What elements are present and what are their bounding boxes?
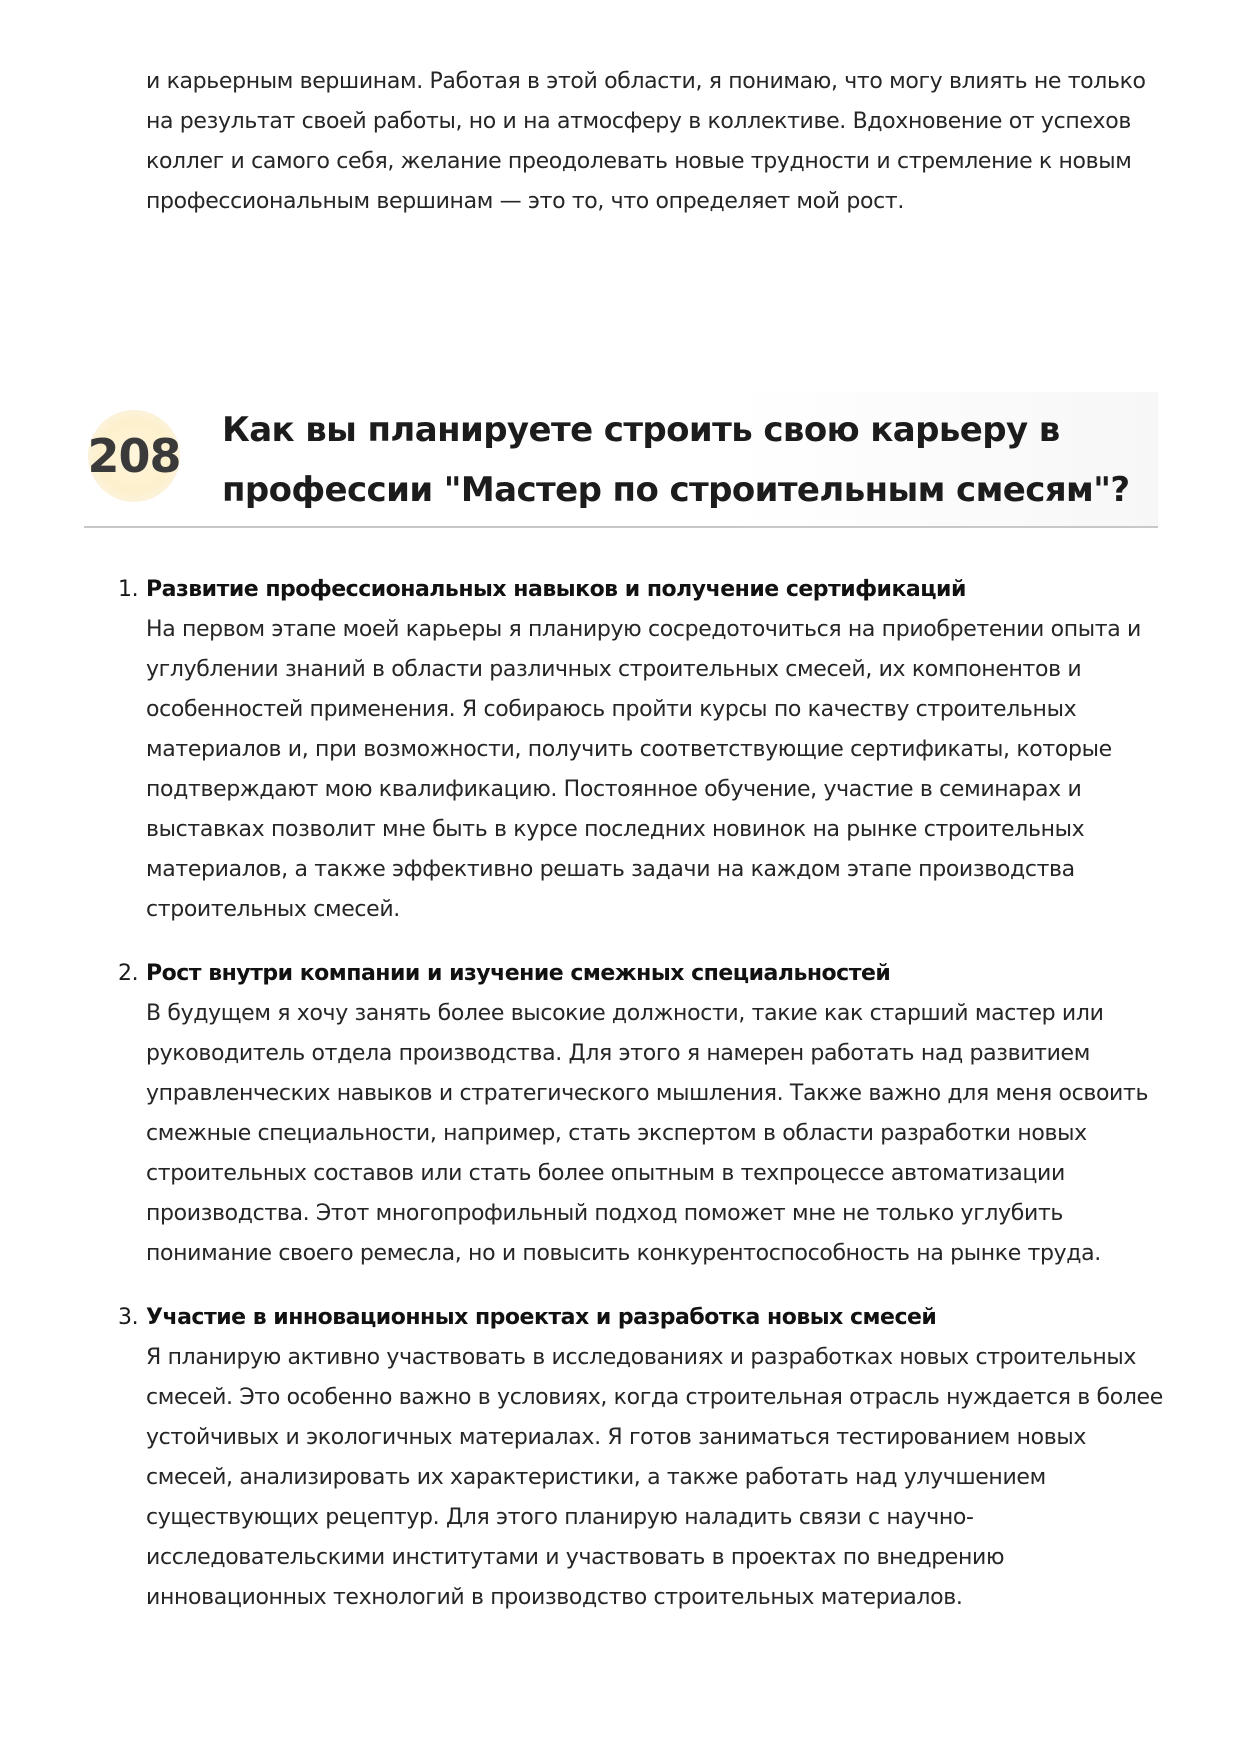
list-item-text: На первом этапе моей карьеры я планирую сосредоточиться на приобретении опыта и углублении знаний в области различных строительных смесей, их компонентов и особенностей применения. Я собираюсь пройти курсы по качеству строительных материалов и, при возможности, получить соответствующие сертификаты, которые подтверждают мою квалификацию. Постоянное обучение, участие в семинарах и выставках позволит мне быть в курсе последних новинок на рынке строительных материалов, а также эффективно решать задачи на каждом этапе производства строительных смесей. — [146, 617, 1141, 922]
question-number-badge — [88, 410, 180, 502]
question-title — [222, 400, 1152, 520]
intro-paragraph — [146, 62, 1166, 222]
list-item — [118, 954, 1168, 1274]
question-title-line2: профессии "Мастер по строительным смесям"? — [222, 470, 1130, 510]
list-item-text: В будущем я хочу занять более высокие должности, такие как старший мастер или руководитель отдела производства. Для этого я намерен работать над развитием управленческих навыков и стратегического мышления. Также важно для меня освоить смежные специальности, например, стать экспертом в области разработки новых строительных составов или стать более опытным в техпроцессе автоматизации производства. Этот многопрофильный подход поможет мне не только углубить понимание своего ремесла, но и повысить конкурентоспособность на рынке труда. — [146, 1001, 1149, 1266]
answer-list — [118, 570, 1168, 1642]
list-item-title: Развитие профессиональных навыков и получение сертификаций — [146, 577, 966, 602]
list-item-number: 1. — [118, 577, 139, 602]
list-item-title: Участие в инновационных проектах и разработка новых смесей — [146, 1305, 937, 1330]
list-item-text: Я планирую активно участвовать в исследованиях и разработках новых строительных смесей. Это особенно важно в условиях, когда строительная отрасль нуждается в более устойчивых и экологичных материалах. Я готов заниматься тестированием новых смесей, анализировать их характеристики, а также работать над улучшением существующих рецептур. Для этого планирую наладить связи с научно-исследовательскими институтами и участвовать в проектах по внедрению инновационных технологий в производство строительных материалов. — [146, 1345, 1163, 1610]
question-header — [84, 392, 1158, 528]
question-title-line1: Как вы планируете строить свою карьеру в — [222, 410, 1060, 450]
question-number: 208 — [87, 429, 181, 483]
list-item — [118, 1298, 1168, 1618]
list-item-number: 2. — [118, 961, 139, 986]
list-item-title: Рост внутри компании и изучение смежных специальностей — [146, 961, 891, 986]
list-item-number: 3. — [118, 1305, 139, 1330]
list-item — [118, 570, 1168, 930]
intro-text: и карьерным вершинам. Работая в этой области, я понимаю, что могу влиять не только на результат своей работы, но и на атмосферу в коллективе. Вдохновение от успехов коллег и самого себя, желание преодолевать новые трудности и стремление к новым профессиональным вершинам — это то, что определяет мой рост. — [146, 69, 1146, 214]
